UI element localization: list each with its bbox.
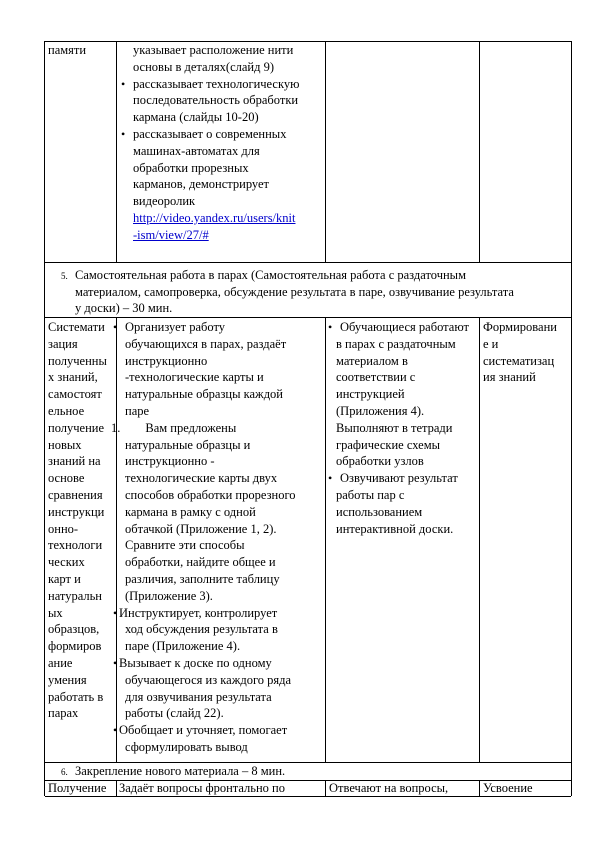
section-number: 6.	[61, 767, 68, 777]
cell-line: ельное	[48, 403, 85, 418]
cell-line: в парах с раздаточным	[336, 336, 456, 351]
cell-line: онно-	[48, 521, 79, 536]
bullet-item: • рассказывает технологическую	[119, 76, 299, 93]
cell-line: образцов,	[48, 622, 100, 637]
cell-line: Формировани	[483, 320, 557, 334]
cell-line: -технологические карты и	[125, 370, 264, 385]
cell-line: натуральн	[48, 588, 102, 603]
cell-line: ход обсуждения результата в	[125, 622, 278, 637]
cell-line: паре	[125, 403, 150, 418]
cell-line: Системати	[48, 320, 105, 334]
cell-line: последовательность обработки	[133, 93, 299, 108]
cell-line: кармана (слайды 10-20)	[133, 110, 259, 125]
section-number: 5.	[61, 271, 68, 281]
cell-line: натуральные образцы каждой	[125, 387, 283, 402]
cell-line: умения	[48, 672, 87, 687]
cell-line: различия, заполните таблицу	[125, 571, 280, 586]
cell-line: кармана в рамку с одной	[125, 504, 256, 519]
bullet-item: • Обобщает и уточняет, помогает	[111, 722, 296, 739]
cell-line: паре (Приложение 4).	[125, 639, 241, 654]
cell-line: обтачкой (Приложение 1, 2).	[125, 521, 277, 536]
cell-line: обработки узлов	[336, 454, 424, 469]
cell-line: получение	[48, 420, 105, 435]
cell-line: новых	[48, 437, 82, 452]
cell-line: ия знаний	[483, 370, 536, 385]
row-last-result: Усвоение	[483, 781, 533, 795]
row-border	[45, 262, 571, 263]
cell-line: зация	[48, 336, 78, 351]
cell-line: карт и	[48, 571, 81, 586]
cell-line: ание	[48, 655, 73, 670]
row-top-teacher-activity	[119, 42, 299, 244]
section-5-line-2: материалом, самопроверка, обсуждение результата в паре, озвучивание результата	[75, 284, 514, 299]
cell-line: е и	[483, 336, 499, 351]
col-border	[325, 780, 326, 796]
cell-line: (Приложения 4).	[336, 403, 425, 418]
lesson-plan-table	[44, 41, 572, 796]
cell-line: полученны	[48, 353, 107, 368]
cell-line: 1. Вам предложены	[111, 420, 237, 435]
cell-line: работы (слайд 22).	[125, 706, 224, 721]
cell-line: систематизац	[483, 353, 555, 368]
cell-line: Выполняют в тетради	[336, 420, 453, 435]
cell-line: указывает расположение нити	[133, 43, 294, 57]
video-link[interactable]: http://video.yandex.ru/users/knit	[133, 210, 296, 225]
cell-line: видеоролик	[133, 194, 196, 209]
cell-line: Сравните эти способы	[125, 538, 245, 553]
cell-line: основе	[48, 471, 85, 486]
cell-line: работать в	[48, 689, 104, 704]
bullet-item: • Инструктирует, контролирует	[111, 605, 296, 622]
bullet-item: • Организует работу	[111, 319, 296, 336]
cell-line: интерактивной доски.	[336, 521, 454, 536]
cell-line: инструкцией	[336, 387, 405, 402]
col-border	[479, 41, 480, 262]
cell-line: натуральные образцы и	[125, 437, 251, 452]
row-last-teacher-activity: Задаёт вопросы фронтально по	[119, 781, 285, 795]
cell-line: инструкционно -	[125, 454, 215, 469]
bullet-item: • Вызывает к доске по одному	[111, 655, 296, 672]
row-main-teacher-activity	[111, 319, 296, 756]
video-link[interactable]: -ism/view/27/#	[133, 227, 209, 242]
col-border	[479, 780, 480, 796]
col-border	[116, 41, 117, 262]
section-5-line-3: у доски) – 30 мин.	[75, 301, 173, 315]
row-main-stage	[48, 319, 107, 722]
cell-line: сформулировать вывод	[125, 739, 248, 754]
cell-line: парах	[48, 706, 79, 721]
cell-line: работы пар с	[336, 487, 405, 502]
col-border	[116, 780, 117, 796]
cell-line: для озвучивания результата	[125, 689, 272, 704]
cell-line: сравнения	[48, 487, 103, 502]
row-top-stage: памяти	[48, 43, 87, 57]
cell-line: обучающихся в парах, раздаёт	[125, 336, 287, 351]
cell-line: обработки, найдите общее и	[125, 555, 276, 570]
bullet-item: • Озвучивают результат	[326, 470, 469, 487]
col-border	[479, 317, 480, 762]
cell-line: основы в деталях(слайд 9)	[133, 59, 275, 74]
cell-line: обработки прорезных	[133, 160, 249, 175]
section-6-text: Закрепление нового материала – 8 мин.	[75, 764, 286, 778]
cell-line: использованием	[336, 504, 423, 519]
bullet-item: • Обучающиеся работают	[326, 319, 469, 336]
col-border	[325, 41, 326, 262]
cell-line: х знаний,	[48, 370, 98, 385]
cell-line: инструкционно	[125, 353, 208, 368]
cell-line: инструкци	[48, 504, 105, 519]
section-5-heading	[45, 267, 571, 317]
cell-line: материалом в	[336, 353, 408, 368]
cell-line: ческих	[48, 555, 85, 570]
cell-line: соответствии с	[336, 370, 416, 385]
row-border	[45, 317, 571, 318]
row-main-result	[483, 319, 557, 386]
row-last-stage: Получение	[48, 781, 107, 795]
cell-line: технологи	[48, 538, 103, 553]
cell-line: технологические карты двух	[125, 471, 278, 486]
cell-line: формиров	[48, 639, 102, 654]
cell-line: (Приложение 3).	[125, 588, 213, 603]
section-5-line-1: Самостоятельная работа в парах (Самостоятельная работа с раздаточным	[75, 268, 466, 282]
cell-line: графические схемы	[336, 437, 441, 452]
section-6-heading	[45, 763, 571, 780]
cell-line: самостоят	[48, 387, 102, 402]
cell-line: обучающегося из каждого ряда	[125, 672, 292, 687]
cell-line: ых	[48, 605, 63, 620]
cell-line: знаний на	[48, 454, 101, 469]
cell-line: способов обработки прорезного	[125, 487, 296, 502]
row-main-student-activity	[326, 319, 469, 537]
cell-line: карманов, демонстрирует	[133, 177, 269, 192]
row-last-student-activity: Отвечают на вопросы,	[329, 781, 449, 795]
cell-line: машинах-автоматах для	[133, 143, 260, 158]
bullet-item: • рассказывает о современных	[119, 126, 299, 143]
